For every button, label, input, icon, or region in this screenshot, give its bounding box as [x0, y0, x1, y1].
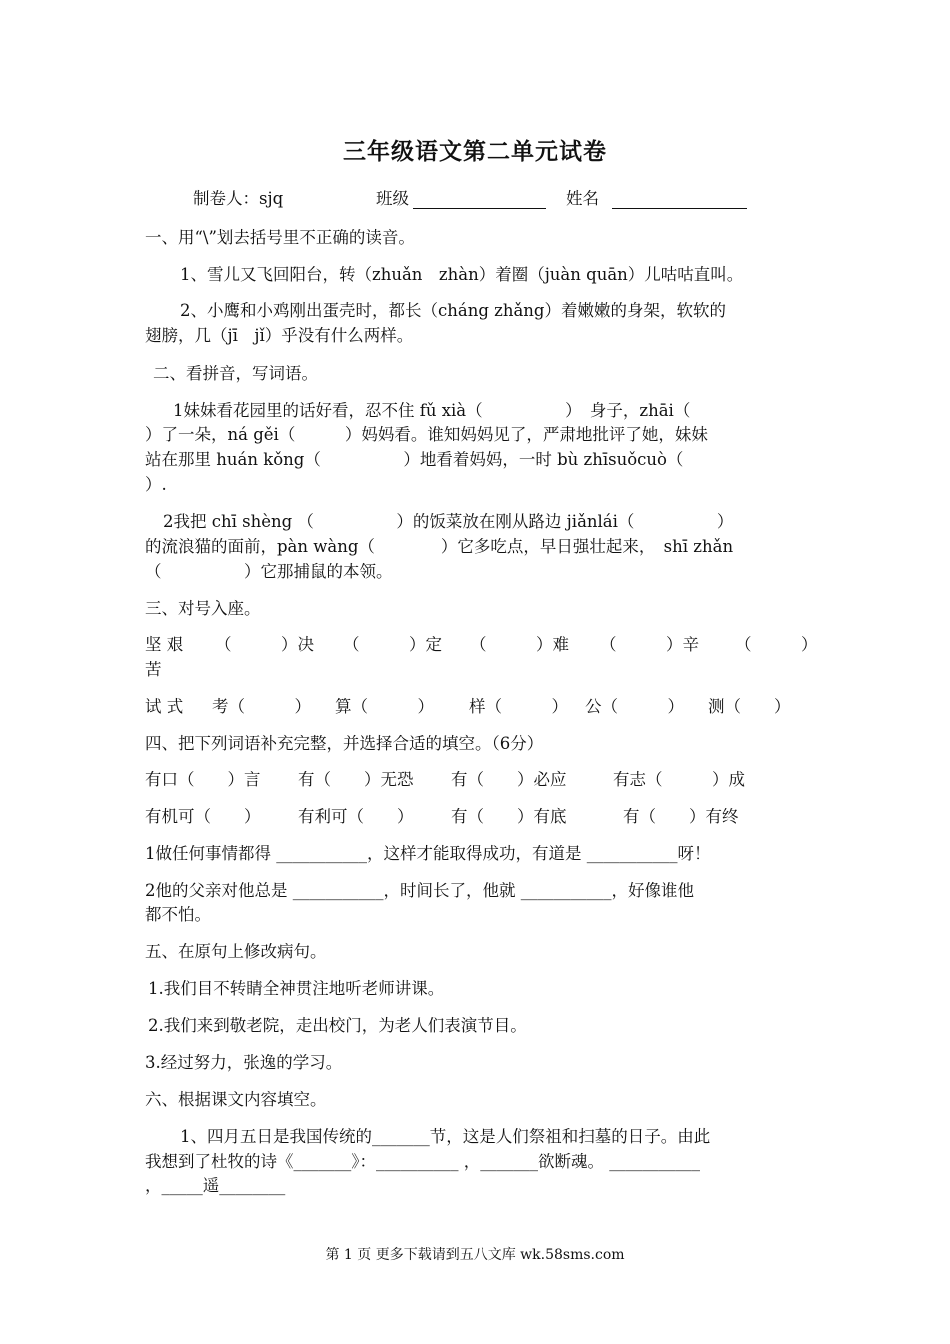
s4-idiom: 有（ ）必应: [451, 770, 567, 789]
page-footer: 第 1 页 更多下载请到五八文库 wk.58sms.com: [325, 1247, 625, 1263]
page-title: 三年级语文第二单元试卷: [343, 138, 607, 165]
s2-passage-2-line-3: （ ）它那捕鼠的本领。: [145, 562, 393, 581]
section-1-heading: 一、用“\”划去括号里不正确的读音。: [145, 228, 415, 247]
section-5-heading: 五、在原句上修改病句。: [145, 942, 327, 961]
section-3-heading: 三、对号入座。: [145, 599, 261, 618]
s3-row-2-item: 算（ ）: [335, 697, 434, 716]
s4-idiom: 有机可（ ）: [145, 807, 261, 826]
section-4-heading: 四、把下列词语补充完整，并选择合适的填空。（6分）: [145, 734, 544, 753]
s6-question-1-line-2: 我想到了杜牧的诗《_______》：__________ ，_______欲断魂。 ___________: [145, 1152, 700, 1171]
s3-row-2-item: 考（ ）: [212, 697, 311, 716]
s5-question-2: 2.我们来到敬老院，走出校门，为老人们表演节目。: [148, 1016, 527, 1035]
s2-passage-1-line-1: 1妹妹看花园里的话好看，忍不住 fǔ xià（ ） 身子，zhāi（: [173, 401, 691, 420]
s4-question-2-line-1: 2他的父亲对他总是 ___________，时间长了，他就 ___________，好像谁他: [145, 881, 694, 900]
class-label: 班级: [376, 189, 409, 208]
s3-row-1-item: （ ）难: [470, 635, 569, 654]
s4-idiom: 有口（ ）言: [145, 770, 261, 789]
s3-row-2-item: 公（ ）: [585, 697, 684, 716]
s2-passage-1-line-3: 站在那里 huán kǒng（ ）地看着妈妈，一时 bù zhīsuǒcuò（: [145, 450, 684, 469]
s3-row-2-label: 试 式: [145, 697, 184, 716]
s3-row-1-label: 坚 艰: [145, 635, 184, 654]
s3-row-1-item: （ ）辛: [600, 635, 699, 654]
s3-row-2-item: 测（ ）: [708, 697, 791, 716]
name-label: 姓名: [566, 189, 599, 208]
s4-idiom: 有志（ ）成: [613, 770, 745, 789]
s3-row-1-item: （ ）: [735, 635, 818, 654]
s3-row-1-item: （ ）定: [343, 635, 442, 654]
s6-question-1-line-3: ，_____遥________: [145, 1176, 286, 1195]
section-2-heading: 二、看拼音，写词语。: [153, 364, 318, 383]
maker-label: 制卷人：sjq: [193, 189, 284, 208]
s2-passage-2-line-2: 的流浪猫的面前，pàn wàng（ ）它多吃点，早日强壮起来， shī zhǎn: [145, 537, 734, 556]
s6-question-1-line-1: 1、四月五日是我国传统的_______节，这是人们祭祖和扫墓的日子。由此: [180, 1127, 711, 1146]
s2-passage-2-line-1: 2我把 chī shèng （ ）的饭菜放在刚从路边 jiǎnlái（ ）: [163, 512, 734, 531]
s4-idiom: 有（ ）有底: [451, 807, 567, 826]
s4-question-1: 1做任何事情都得 ___________，这样才能取得成功，有道是 ___________呀！: [145, 844, 711, 863]
s2-passage-1-line-4: ）.: [145, 475, 167, 494]
s3-row-1-wrap: 苦: [145, 660, 162, 679]
s4-idiom: 有（ ）无恐: [298, 770, 414, 789]
s5-question-1: 1.我们目不转睛全神贯注地听老师讲课。: [148, 979, 445, 998]
s3-row-2-item: 样（ ）: [469, 697, 568, 716]
name-blank[interactable]: [612, 190, 747, 209]
s1-question-2-line-2: 翅膀，几（jī jǐ）乎没有什么两样。: [145, 326, 414, 345]
s2-passage-1-line-2: ）了一朵，ná gěi（ ）妈妈看。谁知妈妈见了，严肃地批评了她，妹妹: [145, 425, 708, 444]
s5-question-3: 3.经过努力，张逸的学习。: [145, 1053, 343, 1072]
s1-question-1: 1、雪儿又飞回阳台，转（zhuǎn zhàn）着圈（juàn quān）儿咕咕直叫。: [180, 265, 744, 284]
s3-row-1-item: （ ）决: [215, 635, 314, 654]
s1-question-2-line-1: 2、小鹰和小鸡刚出蛋壳时，都长（cháng zhǎng）着嫩嫩的身架，软软的: [180, 301, 726, 320]
section-6-heading: 六、根据课文内容填空。: [145, 1090, 327, 1109]
class-blank[interactable]: [413, 190, 546, 209]
s4-question-2-line-2: 都不怕。: [145, 905, 211, 924]
s4-idiom: 有利可（ ）: [298, 807, 414, 826]
s4-idiom: 有（ ）有终: [623, 807, 739, 826]
